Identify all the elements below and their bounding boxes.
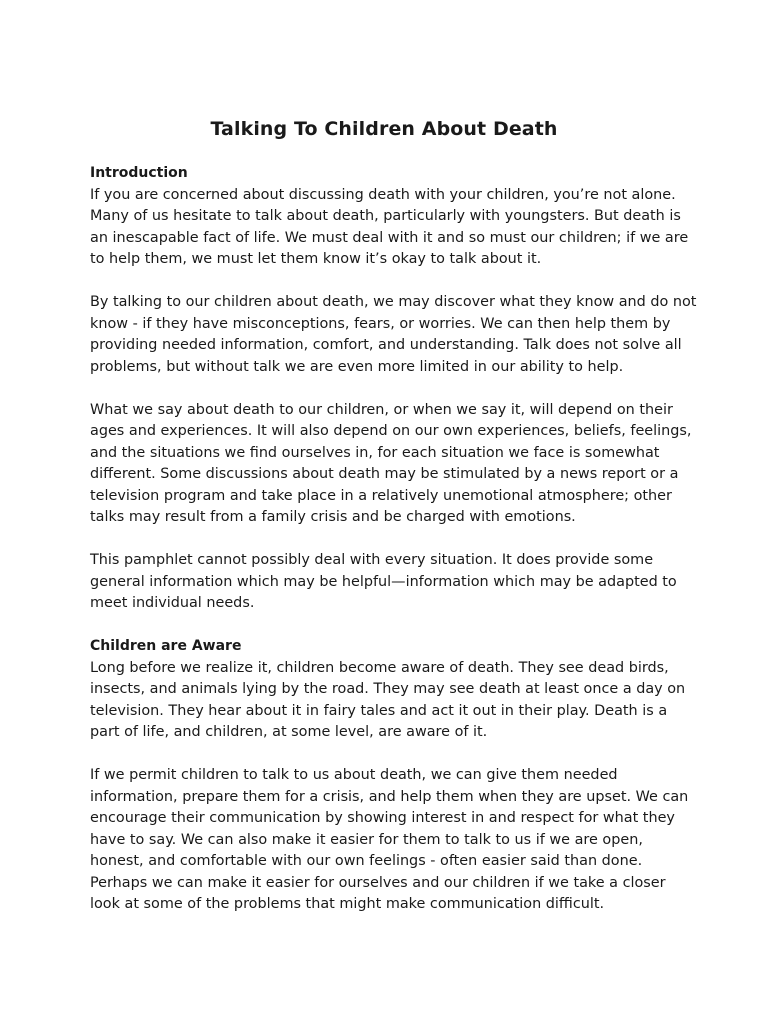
paragraph-line: ages and experiences. It will also depend on our own experiences, beliefs, feelings, xyxy=(90,423,692,439)
paragraph-line: insects, and animals lying by the road. They may see death at least once a day on xyxy=(90,681,686,697)
paragraph xyxy=(90,765,689,916)
paragraph-line: part of life, and children, at some level, are aware of it. xyxy=(90,724,488,740)
paragraph-line: problems, but without talk we are even more limited in our ability to help. xyxy=(90,358,624,375)
paragraph-line: Many of us hesitate to talk about death, particularly with youngsters. But death is xyxy=(90,208,681,224)
paragraph-line: have to say. We can also make it easier for them to talk to us if we are open, xyxy=(90,831,643,848)
paragraph-line: talks may result from a family crisis and be charged with emotions. xyxy=(90,509,576,525)
paragraph-line: and the situations we find ourselves in, for each situation we face is somewhat xyxy=(90,444,660,461)
paragraph-line: encourage their communication by showing interest in and respect for what they xyxy=(90,810,675,826)
section-children-are-aware xyxy=(90,636,686,744)
paragraph-line: to help them, we must let them know it’s okay to talk about it. xyxy=(90,251,542,267)
paragraph-line: If you are concerned about discussing death with your children, you’re not alone. xyxy=(90,186,676,203)
paragraph-line: general information which may be helpful—information which may be adapted to xyxy=(90,573,677,590)
section-heading-children-are-aware: Children are Aware xyxy=(90,638,242,654)
paragraph-line: information, prepare them for a crisis, and help them when they are upset. We can xyxy=(90,788,689,805)
paragraph xyxy=(90,400,692,529)
paragraph xyxy=(90,292,697,378)
paragraph-spacer xyxy=(90,271,680,293)
paragraph-line: What we say about death to our children, or when we say it, will depend on their xyxy=(90,401,673,418)
paragraph-spacer xyxy=(90,744,680,766)
paragraph-line: look at some of the problems that might make communication difficult. xyxy=(90,896,605,912)
paragraph-line: Long before we realize it, children become aware of death. They see dead birds, xyxy=(90,659,669,676)
document-body xyxy=(90,163,697,937)
paragraph-line: an inescapable fact of life. We must deal with it and so must our children; if we are xyxy=(90,229,689,246)
section-introduction xyxy=(90,163,689,271)
paragraph-line: If we permit children to talk to us about death, we can give them needed xyxy=(90,767,618,783)
paragraph-line: meet individual needs. xyxy=(90,595,255,611)
page-title: Talking To Children About Death xyxy=(210,118,558,140)
paragraph-line: know - if they have misconceptions, fears, or worries. We can then help them by xyxy=(90,315,671,332)
paragraph-line: honest, and comfortable with our own feelings - often easier said than done. xyxy=(90,853,643,869)
paragraph-line: providing needed information, comfort, and understanding. Talk does not solve all xyxy=(90,337,682,353)
paragraph-line: television program and take place in a relatively unemotional atmosphere; other xyxy=(90,487,672,504)
paragraph-line: By talking to our children about death, we may discover what they know and do not xyxy=(90,294,697,310)
paragraph-line: television. They hear about it in fairy tales and act it out in their play. Death is a xyxy=(90,702,668,719)
paragraph-line: Perhaps we can make it easier for ourselves and our children if we take a closer xyxy=(90,874,666,891)
paragraph-line: different. Some discussions about death may be stimulated by a news report or a xyxy=(90,466,679,482)
paragraph xyxy=(90,550,680,615)
section-heading-introduction: Introduction xyxy=(90,165,188,181)
paragraph-line: This pamphlet cannot possibly deal with every situation. It does provide some xyxy=(90,552,654,568)
